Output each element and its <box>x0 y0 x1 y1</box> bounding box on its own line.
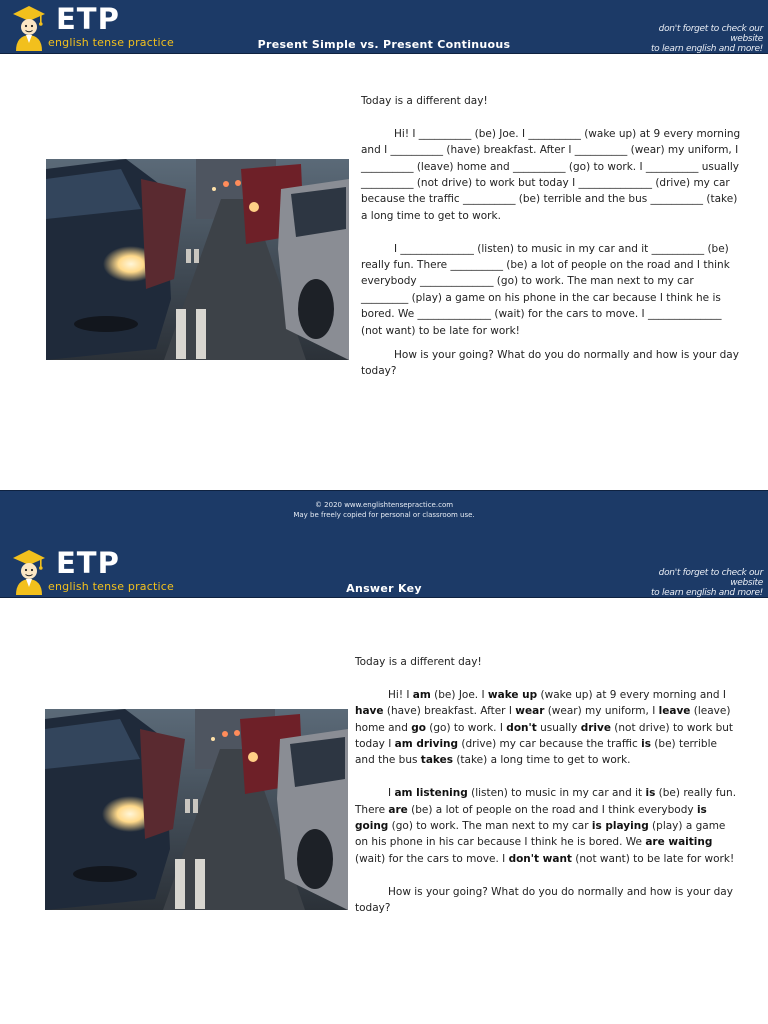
answer-word: drive <box>580 721 611 734</box>
answer-word: are waiting <box>645 836 713 849</box>
traffic-photo <box>46 159 349 360</box>
header-banner <box>0 0 768 54</box>
answer-text: (leave) home and <box>355 705 731 734</box>
website-reminder[interactable] <box>633 24 763 54</box>
exercise-text <box>361 93 741 380</box>
website-reminder[interactable] <box>633 568 763 598</box>
footer-banner <box>0 490 768 544</box>
answer-text: (be) a lot of people on the road and I think everybody <box>407 803 697 816</box>
answer-word: is <box>641 738 651 751</box>
license-text: May be freely copied for personal or classroom use. <box>293 511 475 519</box>
logo-mark: ETP <box>56 546 120 580</box>
copyright-text: © 2020 www.englishtensepractice.com <box>314 501 454 509</box>
reminder-line-2: to learn english and more! <box>650 588 763 598</box>
answer-word: are <box>388 803 408 816</box>
exercise-question: How is your going? What do you do normally and how is your day today? <box>361 349 739 378</box>
answer-text: (drive) my car because the traffic <box>458 738 642 751</box>
answer-text: (wait) for the cars to move. I <box>355 852 509 865</box>
answer-word: am driving <box>394 738 459 751</box>
logo-mark: ETP <box>56 2 120 36</box>
answer-word: takes <box>420 754 453 767</box>
answer-key-text <box>355 654 737 916</box>
answer-word: go <box>411 721 426 734</box>
answer-word: is playing <box>591 820 649 833</box>
answer-question: How is your going? What do you do normally and how is your day today? <box>355 885 733 915</box>
reminder-line-2: to learn english and more! <box>650 44 763 54</box>
answer-text: (listen) to music in my car and it <box>467 787 646 800</box>
answer-key-title: Answer Key <box>346 582 422 595</box>
answer-word: am <box>412 688 431 701</box>
answer-text: (not want) to be late for work! <box>571 852 735 865</box>
answer-text: usually <box>536 721 581 734</box>
answer-text: (take) a long time to get to work. <box>452 754 631 767</box>
answer-text: (have) breakfast. After I <box>383 705 516 718</box>
answer-text: I <box>388 787 395 800</box>
answer-word: don't <box>506 721 537 734</box>
answer-intro: Today is a different day! <box>355 656 482 668</box>
exercise-paragraph-2: I ______________ (listen) to music in my car and it __________ (be) really fun. There __________ (be) a lot of people on the road and I think everybody ______________ (go) to work. The man next to my car _________ (play) a game on his phone in the car because I think he is bored. We ______________ (wait) for the cars to move. I ______________ (not want) to be late for work! <box>361 242 730 337</box>
traffic-photo <box>45 709 348 910</box>
answer-text: (be) really fun. There <box>355 787 737 816</box>
answer-text: (be) terrible and the bus <box>355 738 717 767</box>
answer-word: have <box>355 705 384 718</box>
answer-word: is <box>645 787 656 800</box>
reminder-line-1: don't forget to check our website <box>658 568 763 588</box>
answer-word: wake up <box>487 688 538 701</box>
exercise-intro: Today is a different day! <box>361 95 488 107</box>
reminder-line-1: don't forget to check our website <box>658 24 763 44</box>
answer-paragraph-1 <box>355 687 737 769</box>
answer-text: Hi! I <box>388 688 413 701</box>
answer-text: (play) a game on his phone in his car because I think he is bored. We <box>355 820 726 849</box>
answer-word: am listening <box>394 787 468 800</box>
answer-word: wear <box>515 705 545 718</box>
answer-word: is going <box>355 803 707 833</box>
answer-word: leave <box>658 705 691 718</box>
answer-text: (wake up) at 9 every morning and I <box>537 688 727 701</box>
answer-text: (go) to work. The man next to my car <box>388 820 592 833</box>
answer-text: (go) to work. I <box>425 721 507 734</box>
answer-text: (be) Joe. I <box>430 688 488 701</box>
answer-text: (wear) my uniform, I <box>544 705 659 718</box>
answer-paragraph-2 <box>355 785 737 867</box>
answer-text: (not drive) to work but today I <box>355 721 734 751</box>
answer-word: don't want <box>508 852 572 865</box>
logo-subtitle: english tense practice <box>48 36 174 49</box>
answer-key-banner <box>0 544 768 598</box>
exercise-paragraph-1: Hi! I __________ (be) Joe. I __________ (wake up) at 9 every morning and I __________ (have) breakfast. After I __________ (wear) my uniform, I __________ (leave) home and __________ (go) to work. I __________ usually __________ (not drive) to work but today I ______________ (drive) my car because the traffic __________ (be) terrible and the bus __________ (take) a long time to get to work. <box>361 127 741 222</box>
logo-subtitle: english tense practice <box>48 580 174 593</box>
worksheet-title: Present Simple vs. Present Continuous <box>257 38 511 51</box>
